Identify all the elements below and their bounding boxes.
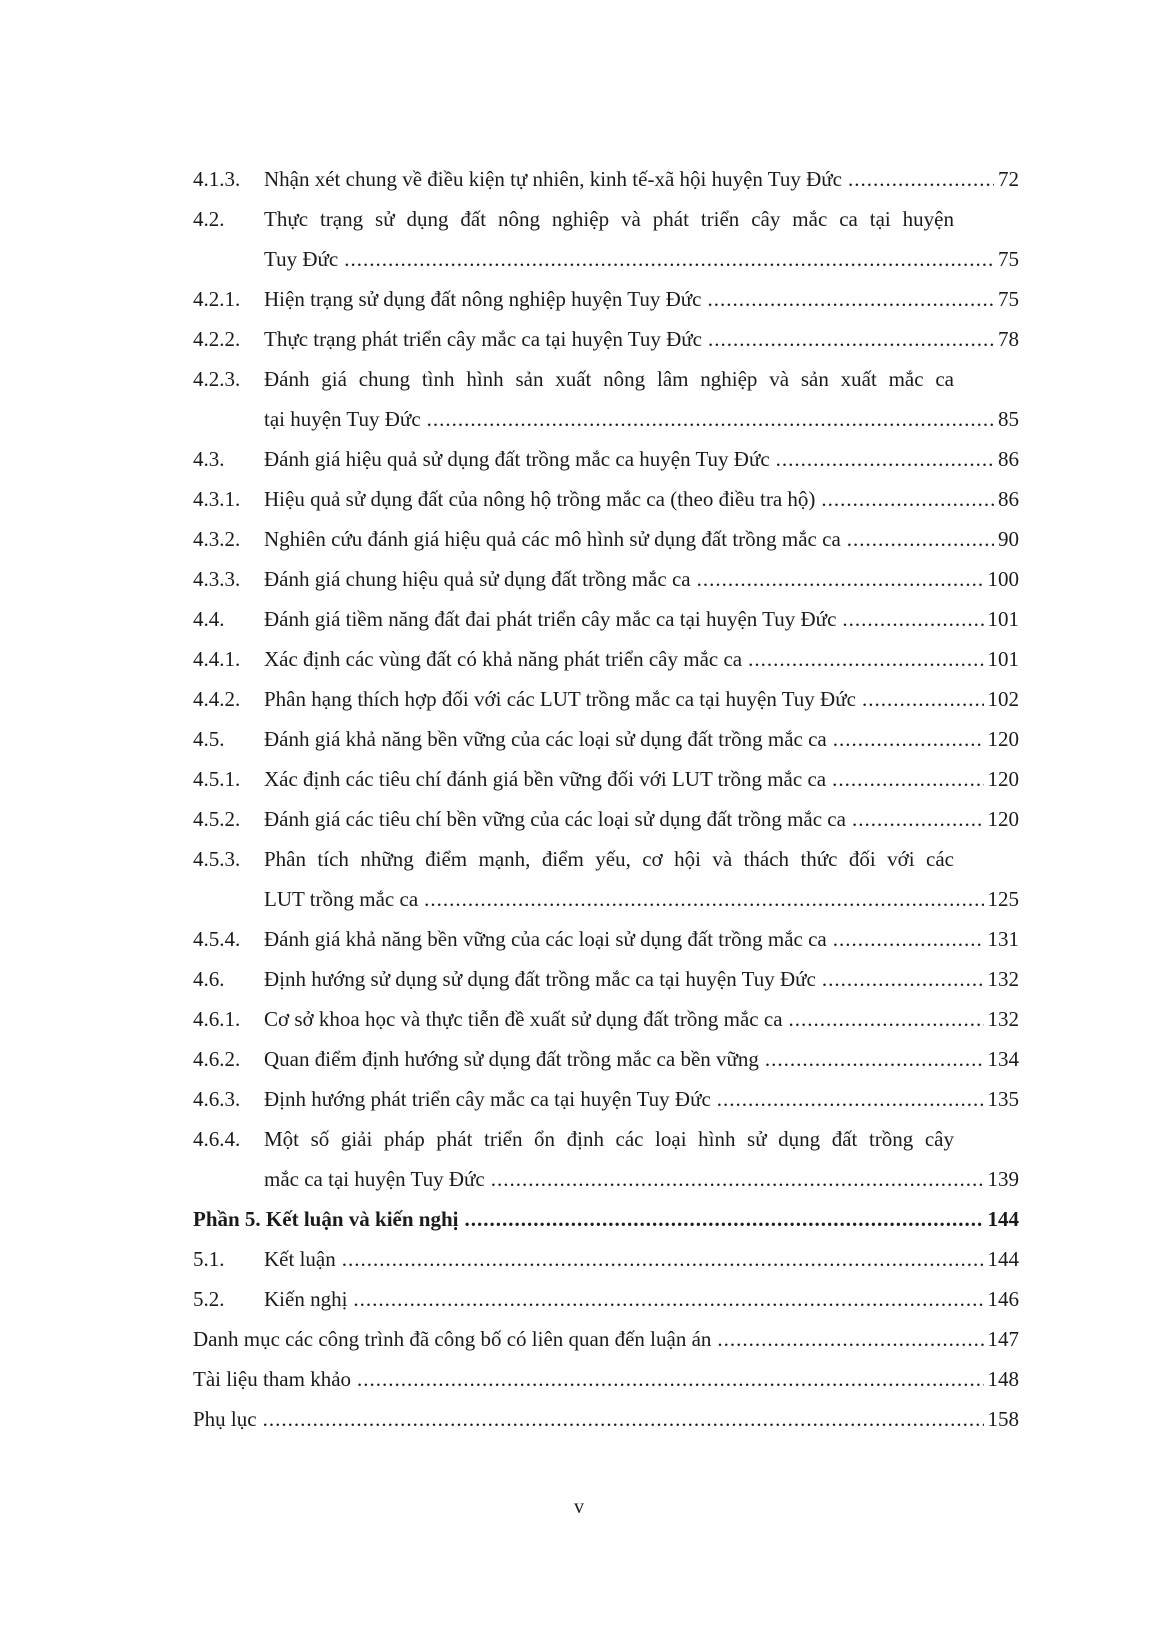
toc-entry[interactable]	[193, 1319, 1019, 1359]
toc-entry-title: Phụ lục	[193, 1407, 257, 1431]
toc-leader-dots	[263, 1399, 984, 1439]
toc-entry-page: 78	[998, 327, 1019, 351]
toc-entry-page: 90	[998, 527, 1019, 551]
toc-entry-page: 120	[987, 767, 1019, 791]
toc-entry-title: Đánh giá chung tình hình sản xuất nông lâm nghiệp và sản xuất mắc ca	[264, 367, 954, 391]
toc-entry-page: 101	[987, 647, 1019, 671]
toc-entry-title: Hiện trạng sử dụng đất nông nghiệp huyện Tuy Đức	[264, 287, 702, 311]
toc-entry-number: 5.2.	[193, 1287, 225, 1311]
toc-entry-title-continued: LUT trồng mắc ca	[264, 887, 419, 911]
toc-entry[interactable]	[193, 759, 1019, 799]
toc-entry-title: Quan điểm định hướng sử dụng đất trồng mắc ca bền vững	[264, 1047, 759, 1071]
toc-entry-title: Kiến nghị	[264, 1287, 348, 1311]
toc-entry-page: 72	[998, 167, 1019, 191]
toc-entry[interactable]	[193, 359, 1019, 439]
toc-entry-number: 4.2.	[193, 207, 225, 231]
toc-entry-number: 4.3.3.	[193, 567, 241, 591]
toc-entry-number: 4.5.	[193, 727, 225, 751]
toc-entry-title: Thực trạng phát triển cây mắc ca tại huyện Tuy Đức	[264, 327, 702, 351]
toc-entry[interactable]	[193, 279, 1019, 319]
toc-leader-dots	[491, 1159, 984, 1199]
toc-leader-dots	[821, 479, 994, 519]
toc-entry-title: Cơ sở khoa học và thực tiễn đề xuất sử dụng đất trồng mắc ca	[264, 1007, 783, 1031]
toc-leader-dots	[357, 1359, 983, 1399]
toc-leader-dots	[748, 639, 983, 679]
toc-entry-page: 101	[987, 607, 1019, 631]
toc-entry[interactable]	[193, 999, 1019, 1039]
toc-entry-number: 4.3.	[193, 447, 225, 471]
page-number: v	[574, 1496, 584, 1518]
toc-entry-title: Đánh giá tiềm năng đất đai phát triển cây mắc ca tại huyện Tuy Đức	[264, 607, 837, 631]
toc-entry-title: Tài liệu tham khảo	[193, 1367, 352, 1391]
toc-entry-title: Phân hạng thích hợp đối với các LUT trồng mắc ca tại huyện Tuy Đức	[264, 687, 856, 711]
toc-entry[interactable]	[193, 639, 1019, 679]
toc-entry[interactable]	[193, 799, 1019, 839]
toc-entry[interactable]	[193, 1399, 1019, 1439]
toc-entry-number: 4.6.2.	[193, 1047, 241, 1071]
toc-entry-number: 4.2.1.	[193, 287, 241, 311]
toc-entry[interactable]	[193, 959, 1019, 999]
toc-entry-page: 75	[998, 247, 1019, 271]
toc-leader-dots	[847, 519, 994, 559]
toc-entry-page: 144	[987, 1247, 1019, 1271]
toc-entry-title: Phân tích những điểm mạnh, điểm yếu, cơ hội và thách thức đối với các	[264, 847, 954, 871]
toc-entry-page: 144	[987, 1207, 1019, 1231]
toc-leader-dots	[342, 1239, 984, 1279]
toc-entry[interactable]	[193, 439, 1019, 479]
toc-leader-dots	[848, 159, 994, 199]
toc-leader-dots	[832, 759, 983, 799]
toc-entry[interactable]	[193, 519, 1019, 559]
toc-entry-number: 4.4.1.	[193, 647, 241, 671]
toc-entry-title: Định hướng sử dụng sử dụng đất trồng mắc ca tại huyện Tuy Đức	[264, 967, 816, 991]
toc-entry[interactable]	[193, 159, 1019, 199]
toc-entry-number: 4.5.2.	[193, 807, 241, 831]
toc-entry[interactable]	[193, 1279, 1019, 1319]
toc-entry[interactable]	[193, 559, 1019, 599]
toc-entry[interactable]	[193, 1079, 1019, 1119]
toc-entry-page: 134	[987, 1047, 1019, 1071]
toc-entry-number: 4.6.	[193, 967, 225, 991]
toc-entry-page: 132	[987, 967, 1019, 991]
toc-entry-page: 86	[998, 447, 1019, 471]
toc-entry-title: Hiệu quả sử dụng đất của nông hộ trồng mắc ca (theo điều tra hộ)	[264, 487, 816, 511]
toc-entry[interactable]	[193, 679, 1019, 719]
toc-entry[interactable]	[193, 839, 1019, 919]
toc-entry-number: 4.5.1.	[193, 767, 241, 791]
toc-entry-page: 131	[987, 927, 1019, 951]
toc-leader-dots	[765, 1039, 984, 1079]
toc-entry-page: 132	[987, 1007, 1019, 1031]
toc-entry-number: 4.6.1.	[193, 1007, 241, 1031]
toc-entry-page: 120	[987, 807, 1019, 831]
toc-leader-dots	[697, 559, 984, 599]
toc-entry[interactable]	[193, 199, 1019, 279]
toc-entry-number: 4.5.3.	[193, 847, 241, 871]
toc-entry-number: 4.6.3.	[193, 1087, 241, 1111]
toc-entry-page: 120	[987, 727, 1019, 751]
table-of-contents	[193, 159, 1019, 1439]
toc-entry-page: 85	[998, 407, 1019, 431]
toc-leader-dots	[833, 919, 984, 959]
toc-entry[interactable]	[193, 1199, 1019, 1239]
toc-entry-title: Phần 5. Kết luận và kiến nghị	[193, 1207, 459, 1231]
toc-entry[interactable]	[193, 319, 1019, 359]
toc-entry-title: Định hướng phát triển cây mắc ca tại huyện Tuy Đức	[264, 1087, 711, 1111]
toc-entry-page: 102	[987, 687, 1019, 711]
toc-entry-title: Danh mục các công trình đã công bố có liên quan đến luận án	[193, 1327, 712, 1351]
toc-entry-number: 4.3.1.	[193, 487, 241, 511]
toc-leader-dots	[717, 1079, 984, 1119]
toc-entry[interactable]	[193, 1039, 1019, 1079]
toc-entry-page: 75	[998, 287, 1019, 311]
toc-entry-number: 4.1.3.	[193, 167, 241, 191]
toc-leader-dots	[353, 1279, 983, 1319]
toc-entry-page: 125	[987, 887, 1019, 911]
toc-entry-title: Xác định các tiêu chí đánh giá bền vững đối với LUT trồng mắc ca	[264, 767, 827, 791]
toc-entry-title: Đánh giá hiệu quả sử dụng đất trồng mắc ca huyện Tuy Đức	[264, 447, 770, 471]
toc-leader-dots	[344, 239, 994, 279]
toc-entry-page: 86	[998, 487, 1019, 511]
toc-entry-number: 4.6.4.	[193, 1127, 241, 1151]
toc-leader-dots	[707, 279, 994, 319]
toc-leader-dots	[424, 879, 983, 919]
toc-leader-dots	[833, 719, 984, 759]
toc-entry-title-continued: tại huyện Tuy Đức	[264, 407, 421, 431]
toc-entry-title: Xác định các vùng đất có khả năng phát triển cây mắc ca	[264, 647, 743, 671]
toc-entry[interactable]	[193, 1239, 1019, 1279]
toc-entry-title: Nhận xét chung về điều kiện tự nhiên, kinh tế-xã hội huyện Tuy Đức	[264, 167, 843, 191]
toc-entry-number: 4.3.2.	[193, 527, 241, 551]
toc-entry-title: Thực trạng sử dụng đất nông nghiệp và phát triển cây mắc ca tại huyện	[264, 207, 954, 231]
toc-entry-number: 4.5.4.	[193, 927, 241, 951]
toc-entry-page: 148	[987, 1367, 1019, 1391]
toc-leader-dots	[776, 439, 994, 479]
toc-entry-title: Kết luận	[264, 1247, 336, 1271]
toc-leader-dots	[464, 1199, 983, 1239]
toc-leader-dots	[822, 959, 984, 999]
toc-entry-title: Đánh giá khả năng bền vững của các loại sử dụng đất trồng mắc ca	[264, 727, 827, 751]
toc-entry-number: 4.4.2.	[193, 687, 241, 711]
toc-entry-number: 4.4.	[193, 607, 225, 631]
toc-leader-dots	[862, 679, 984, 719]
toc-entry-title: Một số giải pháp phát triển ổn định các loại hình sử dụng đất trồng cây	[264, 1127, 954, 1151]
toc-entry-title: Đánh giá khả năng bền vững của các loại sử dụng đất trồng mắc ca	[264, 927, 827, 951]
toc-entry-number: 4.2.3.	[193, 367, 241, 391]
toc-entry[interactable]	[193, 479, 1019, 519]
toc-leader-dots	[717, 1319, 983, 1359]
toc-entry-page: 100	[987, 567, 1019, 591]
toc-entry[interactable]	[193, 1359, 1019, 1399]
toc-entry[interactable]	[193, 1119, 1019, 1199]
toc-entry-page: 158	[987, 1407, 1019, 1431]
toc-entry[interactable]	[193, 599, 1019, 639]
toc-entry-page: 147	[987, 1327, 1019, 1351]
toc-entry-page: 146	[987, 1287, 1019, 1311]
toc-entry[interactable]	[193, 919, 1019, 959]
toc-leader-dots	[789, 999, 984, 1039]
toc-entry[interactable]	[193, 719, 1019, 759]
toc-entry-title: Nghiên cứu đánh giá hiệu quả các mô hình sử dụng đất trồng mắc ca	[264, 527, 841, 551]
toc-entry-title-continued: mắc ca tại huyện Tuy Đức	[264, 1167, 485, 1191]
toc-entry-number: 5.1.	[193, 1247, 225, 1271]
toc-entry-title: Đánh giá chung hiệu quả sử dụng đất trồng mắc ca	[264, 567, 691, 591]
toc-leader-dots	[708, 319, 994, 359]
toc-entry-title-continued: Tuy Đức	[264, 247, 339, 271]
toc-entry-title: Đánh giá các tiêu chí bền vững của các loại sử dụng đất trồng mắc ca	[264, 807, 846, 831]
toc-leader-dots	[842, 599, 983, 639]
toc-leader-dots	[427, 399, 994, 439]
toc-leader-dots	[852, 799, 984, 839]
toc-entry-number: 4.2.2.	[193, 327, 241, 351]
toc-entry-page: 139	[987, 1167, 1019, 1191]
toc-entry-page: 135	[987, 1087, 1019, 1111]
